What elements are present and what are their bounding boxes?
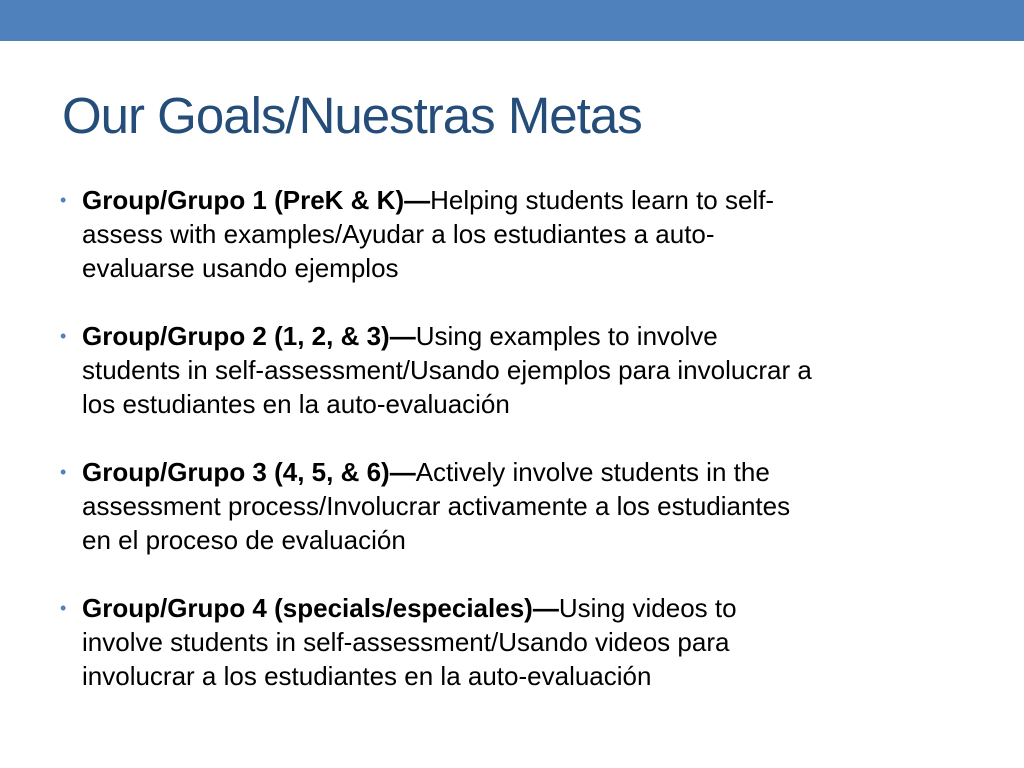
bullet-dot-icon: • [60,326,67,346]
goals-bullet-list [60,183,982,727]
goal-text: evaluarse usando ejemplos [82,253,399,283]
bullet-dot-icon: • [60,462,67,482]
group-heading: Group/Grupo 4 (specials/especiales)— [82,593,559,623]
slide-title: Our Goals/Nuestras Metas [62,87,642,144]
goal-text: Helping students learn to self- [430,185,775,215]
bullet-line [82,217,982,251]
goal-text: involucrar a los estudiantes en la auto-evaluación [82,661,652,691]
group-heading: Group/Grupo 2 (1, 2, & 3)— [82,321,416,351]
group-heading: Group/Grupo 3 (4, 5, & 6)— [82,457,416,487]
goal-bullet-4 [60,591,982,693]
goal-bullet-3 [60,455,982,557]
goal-text: Actively involve students in the [415,457,770,487]
goal-bullet-1 [60,183,982,285]
bullet-line [82,183,982,217]
bullet-line [82,251,982,285]
bullet-line [82,523,982,557]
bullet-line [82,319,982,353]
goal-text: involve students in self-assessment/Usando videos para [82,627,730,657]
bullet-line [82,353,982,387]
bullet-line [82,489,982,523]
bullet-line [82,659,982,693]
bullet-dot-icon: • [60,190,67,210]
goal-text: assessment process/Involucrar activamente a los estudiantes [82,491,791,521]
bullet-line [82,387,982,421]
goal-text: Using videos to [558,593,737,623]
goal-text: Using examples to involve [415,321,718,351]
bullet-line [82,625,982,659]
top-accent-bar [0,0,1024,41]
goal-text: en el proceso de evaluación [82,525,406,555]
goal-text: students in self-assessment/Usando ejemplos para involucrar a [82,355,812,385]
goal-text: los estudiantes en la auto-evaluación [82,389,510,419]
bullet-line [82,455,982,489]
goal-bullet-2 [60,319,982,421]
goal-text: assess with examples/Ayudar a los estudiantes a auto- [82,219,715,249]
bullet-line [82,591,982,625]
bullet-dot-icon: • [60,598,67,618]
group-heading: Group/Grupo 1 (PreK & K)— [82,185,431,215]
